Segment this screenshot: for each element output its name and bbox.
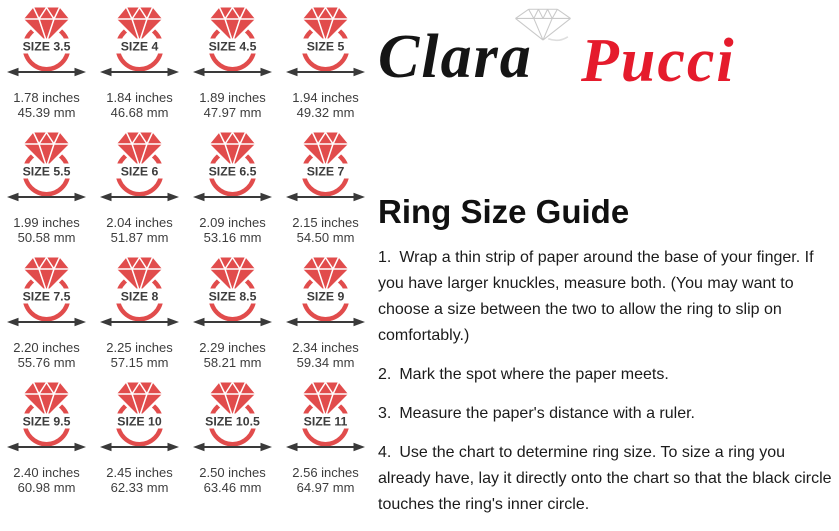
ring-size-label: SIZE 8.5 <box>208 289 257 304</box>
ring-size-chart <box>0 4 372 504</box>
measurement-text <box>13 216 80 245</box>
ring-diamond-icon <box>186 4 279 80</box>
instruction-step <box>378 362 836 388</box>
measurement-text <box>13 341 80 370</box>
ring-size-cell <box>93 4 186 129</box>
diamond-stone-icon <box>210 258 255 292</box>
mm-value: 64.97 mm <box>296 479 355 495</box>
diamond-stone-icon <box>210 383 255 417</box>
ring-diamond-icon <box>279 379 372 455</box>
ring-diamond-icon <box>0 254 93 330</box>
diamond-stone-icon <box>24 8 69 42</box>
brand-name-first: Clara <box>378 23 533 91</box>
inches-value: 2.04 inches <box>106 215 173 230</box>
ring-size-label: SIZE 10 <box>117 414 162 429</box>
step-text: Measure the paper's distance with a ruler. <box>399 405 695 422</box>
mm-value: 46.68 mm <box>110 104 169 120</box>
measurement-text <box>292 91 359 120</box>
ring-diamond-icon <box>186 379 279 455</box>
instruction-step <box>378 440 836 518</box>
measurement-text <box>106 91 173 120</box>
measurement-text <box>13 466 80 495</box>
ring-size-cell <box>0 379 93 504</box>
diamond-stone-icon <box>210 133 255 167</box>
step-text: Use the chart to determine ring size. To size a ring you already have, lay it directly onto the chart so that the black circle touches the ring's inner circle. <box>378 444 832 513</box>
step-number: 2. <box>378 366 392 383</box>
inches-value: 2.40 inches <box>13 465 80 480</box>
ring-size-label: SIZE 4.5 <box>208 39 257 54</box>
ring-diamond-icon <box>279 4 372 80</box>
instruction-steps <box>378 245 836 531</box>
ring-size-label: SIZE 5.5 <box>22 164 71 179</box>
ring-size-label: SIZE 9 <box>306 289 345 304</box>
mm-value: 58.21 mm <box>203 354 262 370</box>
ring-size-label: SIZE 4 <box>120 39 159 54</box>
inches-value: 1.84 inches <box>106 90 173 105</box>
inches-value: 2.25 inches <box>106 340 173 355</box>
ring-size-label: SIZE 10.5 <box>205 414 260 429</box>
ring-size-cell <box>279 379 372 504</box>
brand-name-second: Pucci <box>581 27 736 95</box>
ring-size-cell <box>279 129 372 254</box>
mm-value: 47.97 mm <box>203 104 262 120</box>
inches-value: 1.99 inches <box>13 215 80 230</box>
mm-value: 62.33 mm <box>110 479 169 495</box>
measurement-text <box>199 466 266 495</box>
step-number: 3. <box>378 405 392 422</box>
mm-value: 57.15 mm <box>110 354 169 370</box>
ring-diamond-icon <box>186 129 279 205</box>
inches-value: 1.78 inches <box>13 90 80 105</box>
ring-diamond-icon <box>279 129 372 205</box>
inches-value: 2.15 inches <box>292 215 359 230</box>
diamond-stone-icon <box>117 8 162 42</box>
ring-size-cell <box>186 379 279 504</box>
ring-size-label: SIZE 11 <box>303 414 348 429</box>
inches-value: 2.20 inches <box>13 340 80 355</box>
ring-size-cell <box>0 254 93 379</box>
ring-size-label: SIZE 3.5 <box>22 39 71 54</box>
diamond-stone-icon <box>303 383 348 417</box>
diamond-stone-icon <box>24 258 69 292</box>
inches-value: 1.89 inches <box>199 90 266 105</box>
inches-value: 2.56 inches <box>292 465 359 480</box>
inches-value: 2.45 inches <box>106 465 173 480</box>
mm-value: 51.87 mm <box>110 229 169 245</box>
diamond-stone-icon <box>210 8 255 42</box>
measurement-text <box>106 466 173 495</box>
ring-size-cell <box>186 4 279 129</box>
ring-diamond-icon <box>279 254 372 330</box>
inches-value: 2.29 inches <box>199 340 266 355</box>
ring-diamond-icon <box>93 4 186 80</box>
measurement-text <box>199 341 266 370</box>
instruction-step <box>378 245 836 349</box>
step-number: 1. <box>378 249 392 266</box>
ring-size-cell <box>279 4 372 129</box>
measurement-text <box>199 216 266 245</box>
ring-diamond-icon <box>93 254 186 330</box>
diamond-stone-icon <box>303 8 348 42</box>
diamond-stone-icon <box>24 133 69 167</box>
ring-size-label: SIZE 7 <box>306 164 345 179</box>
ring-diamond-icon <box>93 379 186 455</box>
ring-size-label: SIZE 8 <box>120 289 159 304</box>
step-text: Mark the spot where the paper meets. <box>399 366 669 383</box>
mm-value: 54.50 mm <box>296 229 355 245</box>
ring-size-cell <box>186 254 279 379</box>
measurement-text <box>106 216 173 245</box>
instruction-step <box>378 401 836 427</box>
ring-diamond-icon <box>0 129 93 205</box>
ring-size-cell <box>279 254 372 379</box>
diamond-stone-icon <box>117 383 162 417</box>
mm-value: 59.34 mm <box>296 354 355 370</box>
step-number: 4. <box>378 444 392 461</box>
measurement-text <box>106 341 173 370</box>
measurement-text <box>292 216 359 245</box>
mm-value: 55.76 mm <box>17 354 76 370</box>
ring-size-cell <box>0 4 93 129</box>
info-panel <box>378 0 839 513</box>
inches-value: 1.94 inches <box>292 90 359 105</box>
measurement-text <box>292 466 359 495</box>
ring-size-label: SIZE 6 <box>120 164 159 179</box>
mm-value: 45.39 mm <box>17 104 76 120</box>
mm-value: 50.58 mm <box>17 229 76 245</box>
diamond-stone-icon <box>303 258 348 292</box>
ring-diamond-icon <box>0 4 93 80</box>
mm-value: 53.16 mm <box>203 229 262 245</box>
measurement-text <box>199 91 266 120</box>
diamond-stone-icon <box>117 258 162 292</box>
ring-size-cell <box>93 379 186 504</box>
mm-value: 60.98 mm <box>17 479 76 495</box>
step-text: Wrap a thin strip of paper around the base of your finger. If you have larger knuckles, measure both. (You may want to choose a size between the two to allow the ring to slip on comfortably.) <box>378 249 814 344</box>
inches-value: 2.09 inches <box>199 215 266 230</box>
ring-size-cell <box>93 129 186 254</box>
ring-diamond-icon <box>93 129 186 205</box>
inches-value: 2.34 inches <box>292 340 359 355</box>
ring-diamond-icon <box>186 254 279 330</box>
ring-size-cell <box>93 254 186 379</box>
page-title: Ring Size Guide <box>378 193 630 230</box>
mm-value: 63.46 mm <box>203 479 262 495</box>
measurement-text <box>13 91 80 120</box>
ring-diamond-icon <box>0 379 93 455</box>
mm-value: 49.32 mm <box>296 104 355 120</box>
ring-size-label: SIZE 9.5 <box>22 414 71 429</box>
diamond-stone-icon <box>117 133 162 167</box>
ring-size-label: SIZE 7.5 <box>22 289 71 304</box>
ring-size-cell <box>0 129 93 254</box>
inches-value: 2.50 inches <box>199 465 266 480</box>
brand-logo <box>378 0 839 110</box>
ring-size-label: SIZE 5 <box>306 39 345 54</box>
diamond-stone-icon <box>303 133 348 167</box>
diamond-stone-icon <box>24 383 69 417</box>
measurement-text <box>292 341 359 370</box>
ring-size-label: SIZE 6.5 <box>208 164 257 179</box>
ring-size-cell <box>186 129 279 254</box>
